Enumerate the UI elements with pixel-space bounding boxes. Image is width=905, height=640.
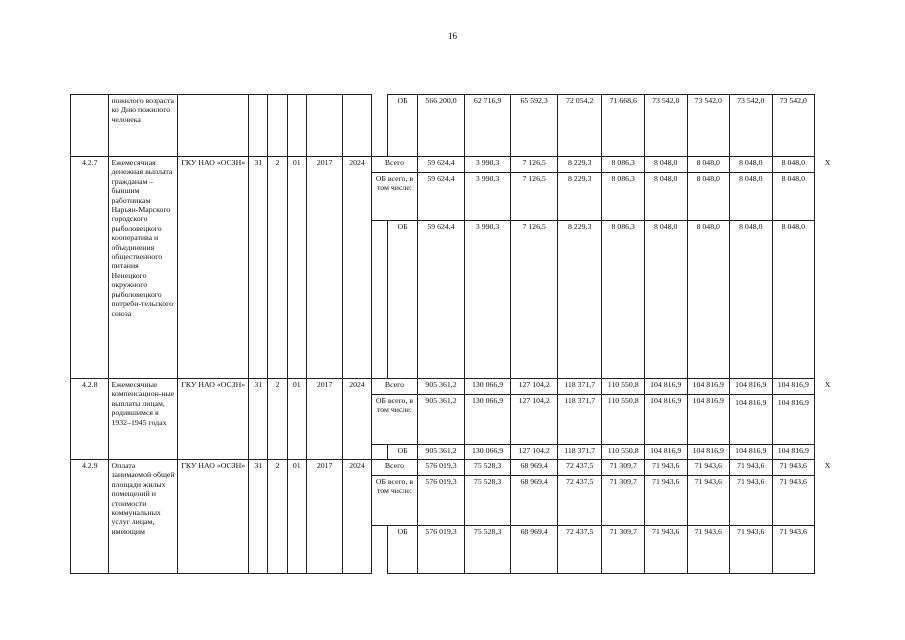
row-org: ГКУ НАО «ОСЗН»	[178, 460, 249, 574]
funding-value: 73 542,0	[772, 95, 815, 157]
row-year-end: 2024	[343, 460, 371, 574]
funding-value: 72 437,5	[557, 460, 602, 476]
row-year-end: 2024	[343, 157, 371, 379]
funding-value: 8 048,0	[687, 173, 730, 221]
funding-total: 905 361,2	[418, 395, 465, 445]
table-row	[71, 460, 841, 476]
funding-total: 59 624,4	[418, 221, 465, 379]
funding-value: 62 716,9	[464, 95, 511, 157]
funding-total: 59 624,4	[418, 157, 465, 173]
funding-label: ОБ	[387, 526, 417, 574]
funding-value: 8 048,0	[687, 221, 730, 379]
funding-label: ОБ всего, в том числе:	[371, 173, 418, 221]
funding-value: 72 054,2	[557, 95, 602, 157]
funding-value: 118 371,7	[557, 445, 602, 460]
funding-value: 104 816,9	[644, 445, 687, 460]
row-name: пожилого возраста ко Дню пожилого человека	[109, 95, 178, 157]
funding-value: 71 943,6	[772, 460, 815, 476]
funding-value: 71 943,6	[772, 476, 815, 526]
row-code-1: 31	[249, 157, 268, 379]
funding-value: 8 048,0	[730, 173, 773, 221]
row-org: ГКУ НАО «ОСЗН»	[178, 157, 249, 379]
row-code-3: 01	[287, 379, 306, 460]
row-name: Оплата занимаемой общей площади жилых помещений и стоимости коммунальных услуг лицам, имеющим	[109, 460, 178, 574]
row-code-2: 2	[268, 460, 287, 574]
funding-value: 71 943,6	[772, 526, 815, 574]
funding-value: 118 371,7	[557, 379, 602, 395]
funding-value: 104 816,9	[644, 379, 687, 395]
funding-value: 104 816,9	[644, 395, 687, 445]
funding-total: 576 019,3	[418, 476, 465, 526]
row-id: 4.2.8	[71, 379, 109, 460]
funding-value: 7 126,5	[511, 173, 558, 221]
funding-value: 8 229,3	[557, 157, 602, 173]
funding-value: 71 943,6	[730, 476, 773, 526]
funding-value: 71 943,6	[644, 526, 687, 574]
status-mark	[815, 95, 840, 157]
funding-value: 8 048,0	[730, 221, 773, 379]
funding-value: 8 229,3	[557, 221, 602, 379]
funding-total: 576 019,3	[418, 526, 465, 574]
row-code-3: 01	[287, 460, 306, 574]
funding-value: 104 816,9	[772, 395, 815, 445]
funding-value: 71 943,6	[644, 460, 687, 476]
funding-value: 71 309,7	[602, 526, 645, 574]
funding-value: 71 943,6	[687, 460, 730, 476]
funding-value: 8 048,0	[772, 157, 815, 173]
row-org	[178, 95, 249, 157]
funding-value: 73 542,0	[730, 95, 773, 157]
funding-value: 8 086,3	[602, 173, 645, 221]
funding-total: 566 200,0	[418, 95, 465, 157]
funding-value: 3 990,3	[464, 173, 511, 221]
funding-value: 8 048,0	[772, 221, 815, 379]
funding-value: 104 816,9	[730, 379, 773, 395]
funding-value: 71 943,6	[730, 460, 773, 476]
row-id: 4.2.9	[71, 460, 109, 574]
funding-value: 68 969,4	[511, 526, 558, 574]
funding-value: 75 528,3	[464, 460, 511, 476]
funding-value: 7 126,5	[511, 221, 558, 379]
funding-value: 127 104,2	[511, 395, 558, 445]
row-year-end: 2024	[343, 379, 371, 460]
funding-value: 118 371,7	[557, 395, 602, 445]
funding-value: 8 229,3	[557, 173, 602, 221]
funding-value: 104 816,9	[730, 395, 773, 445]
funding-value: 75 528,3	[464, 526, 511, 574]
table-row	[71, 379, 841, 395]
row-code-3: 01	[287, 157, 306, 379]
status-mark: X	[824, 379, 831, 389]
row-year-start: 2017	[306, 379, 342, 460]
funding-value: 127 104,2	[511, 379, 558, 395]
funding-value: 104 816,9	[730, 445, 773, 460]
funding-value: 110 550,8	[602, 379, 645, 395]
row-id: 4.2.7	[71, 157, 109, 379]
funding-value: 127 104,2	[511, 445, 558, 460]
funding-value: 130 066,9	[464, 445, 511, 460]
funding-value: 71 309,7	[602, 460, 645, 476]
status-mark: X	[824, 157, 831, 167]
row-org: ГКУ НАО «ОСЗН»	[178, 379, 249, 460]
funding-value: 72 437,5	[557, 526, 602, 574]
funding-value: 104 816,9	[772, 379, 815, 395]
row-code-1: 31	[249, 379, 268, 460]
row-year-end	[343, 95, 371, 157]
row-name: Ежемесячные компенсацион-ные выплаты лицам, родившимся в 1932–1945 годах	[109, 379, 178, 460]
funding-value: 68 969,4	[511, 460, 558, 476]
row-id	[71, 95, 109, 157]
funding-label: Всего	[371, 460, 418, 476]
funding-value: 71 309,7	[602, 476, 645, 526]
row-name: Ежемесячная денежная выплата гражданам – бывшим работникам Нарьян-Марского городского рыболовецкого кооператива и объединения общественного питания Ненецкого окружного рыболовецкого потреби-тельского союза	[109, 157, 178, 379]
row-code-1: 31	[249, 460, 268, 574]
funding-value: 3 990,3	[464, 157, 511, 173]
funding-value: 73 542,0	[687, 95, 730, 157]
funding-value: 8 048,0	[687, 157, 730, 173]
funding-value: 65 592,3	[511, 95, 558, 157]
funding-value: 7 126,5	[511, 157, 558, 173]
funding-total: 59 624,4	[418, 173, 465, 221]
funding-label: ОБ	[387, 95, 417, 157]
funding-value: 68 969,4	[511, 476, 558, 526]
funding-value: 3 990,3	[464, 221, 511, 379]
page-number: 16	[448, 31, 457, 41]
row-code-1	[249, 95, 268, 157]
funding-value: 110 550,8	[602, 395, 645, 445]
funding-value: 8 048,0	[644, 173, 687, 221]
funding-value: 8 048,0	[772, 173, 815, 221]
funding-value: 73 542,0	[644, 95, 687, 157]
program-table	[70, 94, 840, 574]
funding-label: ОБ всего, в том числе:	[371, 395, 418, 445]
row-code-2	[268, 95, 287, 157]
funding-value: 8 048,0	[644, 221, 687, 379]
row-code-2: 2	[268, 379, 287, 460]
funding-value: 75 528,3	[464, 476, 511, 526]
funding-value: 104 816,9	[772, 445, 815, 460]
funding-value: 104 816,9	[687, 395, 730, 445]
funding-value: 71 943,6	[730, 526, 773, 574]
funding-value: 72 437,5	[557, 476, 602, 526]
funding-value: 71 943,6	[687, 526, 730, 574]
funding-total: 905 361,2	[418, 379, 465, 395]
row-code-2: 2	[268, 157, 287, 379]
funding-value: 104 816,9	[687, 379, 730, 395]
funding-label: ОБ	[387, 445, 417, 460]
row-code-3	[287, 95, 306, 157]
table-row	[71, 95, 841, 157]
funding-value: 130 066,9	[464, 379, 511, 395]
funding-value: 71 668,6	[602, 95, 645, 157]
funding-label: Всего	[371, 379, 418, 395]
funding-label: ОБ всего, в том числе:	[371, 476, 418, 526]
funding-value: 110 550,8	[602, 445, 645, 460]
funding-value: 104 816,9	[687, 445, 730, 460]
funding-label: ОБ	[387, 221, 417, 379]
row-year-start	[306, 95, 342, 157]
status-mark: X	[824, 460, 831, 470]
funding-total: 905 361,2	[418, 445, 465, 460]
funding-label: Всего	[371, 157, 418, 173]
row-year-start: 2017	[306, 157, 342, 379]
funding-value: 8 086,3	[602, 157, 645, 173]
funding-value: 71 943,6	[644, 476, 687, 526]
funding-value: 8 048,0	[730, 157, 773, 173]
funding-value: 8 086,3	[602, 221, 645, 379]
funding-total: 576 019,3	[418, 460, 465, 476]
funding-value: 130 066,9	[464, 395, 511, 445]
funding-value: 71 943,6	[687, 476, 730, 526]
row-year-start: 2017	[306, 460, 342, 574]
funding-value: 8 048,0	[644, 157, 687, 173]
table-row	[71, 157, 841, 173]
